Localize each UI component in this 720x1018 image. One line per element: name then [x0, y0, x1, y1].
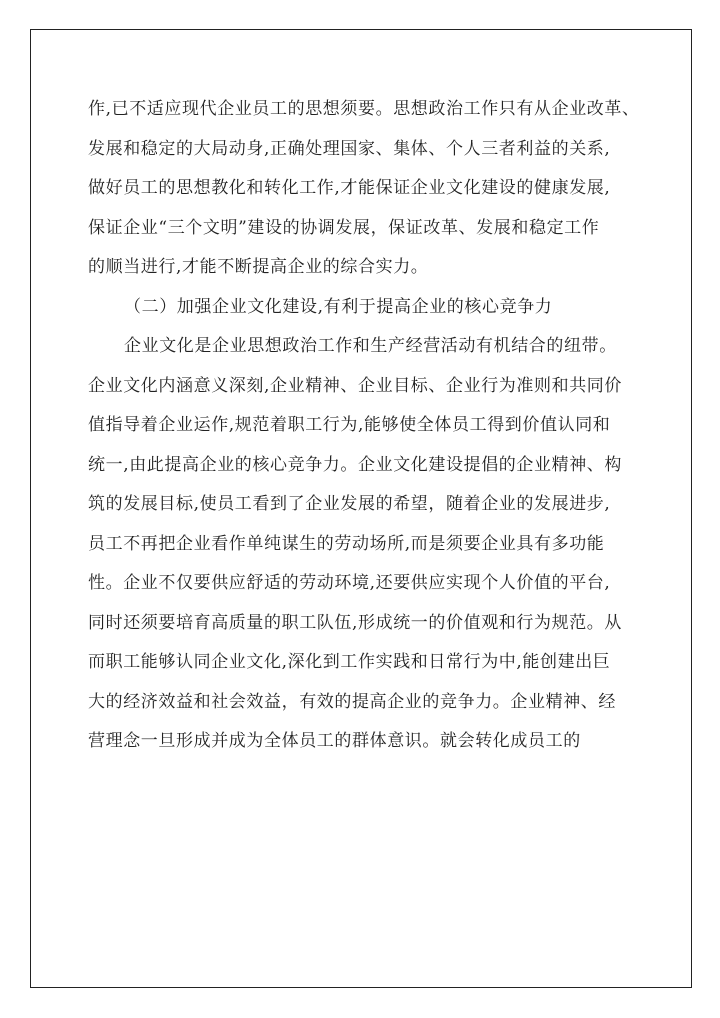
text-line: 做好员工的思想教化和转化工作,才能保证企业文化建设的健康发展,	[88, 178, 611, 198]
paragraph-start-line: 企业文化是企业思想政治工作和生产经营活动有机结合的纽带。	[124, 336, 617, 356]
text-line: 值指导着企业运作,规范着职工行为,能够使全体员工得到价值认同和	[88, 415, 611, 435]
text-line: 而职工能够认同企业文化,深化到工作实践和日常行为中,能创建出巨	[88, 652, 611, 672]
section-heading: （二）加强企业文化建设,有利于提高企业的核心竞争力	[124, 296, 553, 317]
text-line: 同时还须要培育高质量的职工队伍,形成统一的价值观和行为规范。从	[88, 612, 623, 633]
text-line: 保证企业“三个文明”建设的协调发展，保证改革、发展和稳定工作	[88, 217, 600, 238]
text-line: 企业文化内涵意义深刻,企业精神、企业目标、企业行为准则和共同价	[88, 375, 623, 396]
text-line: 发展和稳定的大局动身,正确处理国家、集体、个人三者利益的关系,	[88, 138, 611, 159]
text-line: 大的经济效益和社会效益，有效的提高企业的竞争力。企业精神、经	[88, 691, 616, 712]
text-line: 统一,由此提高企业的核心竞争力。企业文化建设提倡的企业精神、构	[88, 454, 623, 475]
text-line: 员工不再把企业看作单纯谋生的劳动场所,而是须要企业具有多功能	[88, 533, 605, 554]
text-line: 的顺当进行,才能不断提高企业的综合实力。	[88, 257, 429, 277]
text-line: 作,已不适应现代企业员工的思想须要。思想政治工作只有从企业改革、	[88, 99, 640, 119]
text-line: 筑的发展目标,使员工看到了企业发展的希望，随着企业的发展进步,	[88, 494, 611, 514]
text-line: 营理念一旦形成并成为全体员工的群体意识。就会转化成员工的	[88, 731, 581, 751]
document-body	[88, 90, 648, 762]
text-line: 性。企业不仅要供应舒适的劳动环境,还要供应实现个人价值的平台,	[88, 573, 611, 593]
